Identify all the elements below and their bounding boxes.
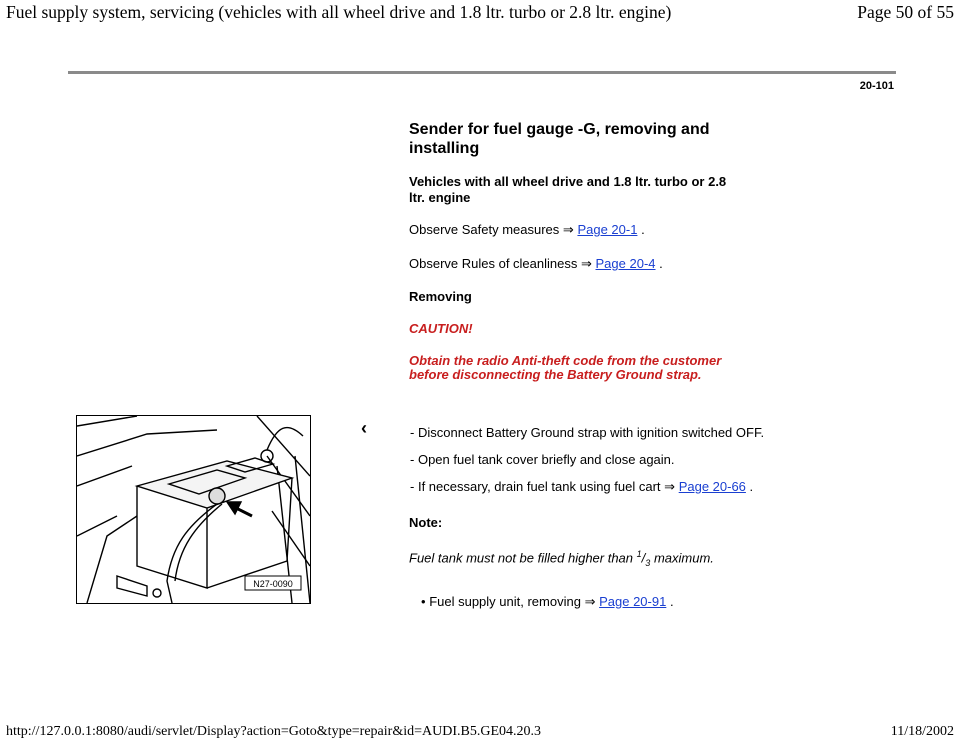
step-dash: - (410, 425, 415, 440)
period: . (669, 594, 674, 609)
fuel-supply-bullet (421, 594, 674, 610)
step-3 (410, 479, 753, 495)
step-dash: - (410, 479, 415, 494)
note-text (409, 549, 714, 568)
battery-illustration-icon (77, 416, 310, 603)
page-20-4-link[interactable]: Page 20-4 (595, 256, 656, 271)
page-counter: Page 50 of 55 (857, 2, 954, 22)
right-arrow-icon: ⇒ (584, 594, 596, 609)
observe-cleanliness-text: Observe Rules of cleanliness (409, 256, 578, 271)
observe-safety-text: Observe Safety measures (409, 222, 560, 237)
period: . (659, 256, 663, 271)
section-title: Sender for fuel gauge -G, removing and installing (409, 121, 710, 157)
bullet-text: Fuel supply unit, removing (429, 594, 581, 609)
step-text: If necessary, drain fuel tank using fuel cart (417, 479, 661, 494)
step-text: Open fuel tank cover briefly and close again. (417, 452, 675, 467)
fraction-denominator: 3 (645, 557, 651, 568)
document-title: Fuel supply system, servicing (vehicles with all wheel drive and 1.8 ltr. turbo or 2.8 ltr. engine) (6, 2, 672, 22)
page-20-1-link[interactable]: Page 20-1 (577, 222, 638, 237)
battery-figure (76, 415, 311, 604)
figure-label: N27-0090 (253, 579, 293, 589)
caution-label: CAUTION! (409, 321, 473, 336)
note-text-before: Fuel tank must not be filled higher than (409, 550, 634, 566)
footer-url: http://127.0.0.1:8080/audi/servlet/Display?action=Goto&type=repair&id=AUDI.B5.GE04.20.3 (6, 724, 541, 739)
step-1 (410, 425, 764, 440)
period: . (641, 222, 645, 237)
right-arrow-icon: ⇒ (664, 479, 676, 494)
page-20-66-link[interactable]: Page 20-66 (678, 479, 746, 494)
section-subtitle: Vehicles with all wheel drive and 1.8 ltr. turbo or 2.8 ltr. engine (409, 174, 727, 205)
period: . (749, 479, 754, 494)
fraction-slash: / (641, 550, 646, 566)
figure-pointer-icon: ‹ (361, 418, 367, 438)
removing-heading: Removing (409, 289, 472, 304)
caution-text: Obtain the radio Anti-theft code from the customer before disconnecting the Battery Ground strap. (409, 353, 722, 382)
header-rule (68, 71, 896, 74)
note-text-after: maximum. (653, 550, 714, 566)
bullet-icon: • (421, 594, 426, 609)
footer-date: 11/18/2002 (890, 724, 954, 739)
note-label: Note: (409, 515, 443, 530)
step-dash: - (410, 452, 415, 467)
page-20-91-link[interactable]: Page 20-91 (599, 594, 667, 609)
right-arrow-icon: ⇒ (580, 256, 592, 271)
step-text: Disconnect Battery Ground strap with ignition switched OFF. (417, 425, 765, 440)
page-number: 20-101 (859, 80, 894, 92)
observe-cleanliness-line (409, 256, 663, 272)
step-2 (410, 452, 675, 467)
observe-safety-line (409, 222, 645, 238)
right-arrow-icon: ⇒ (562, 222, 574, 237)
fraction-numerator: 1 (636, 549, 642, 559)
